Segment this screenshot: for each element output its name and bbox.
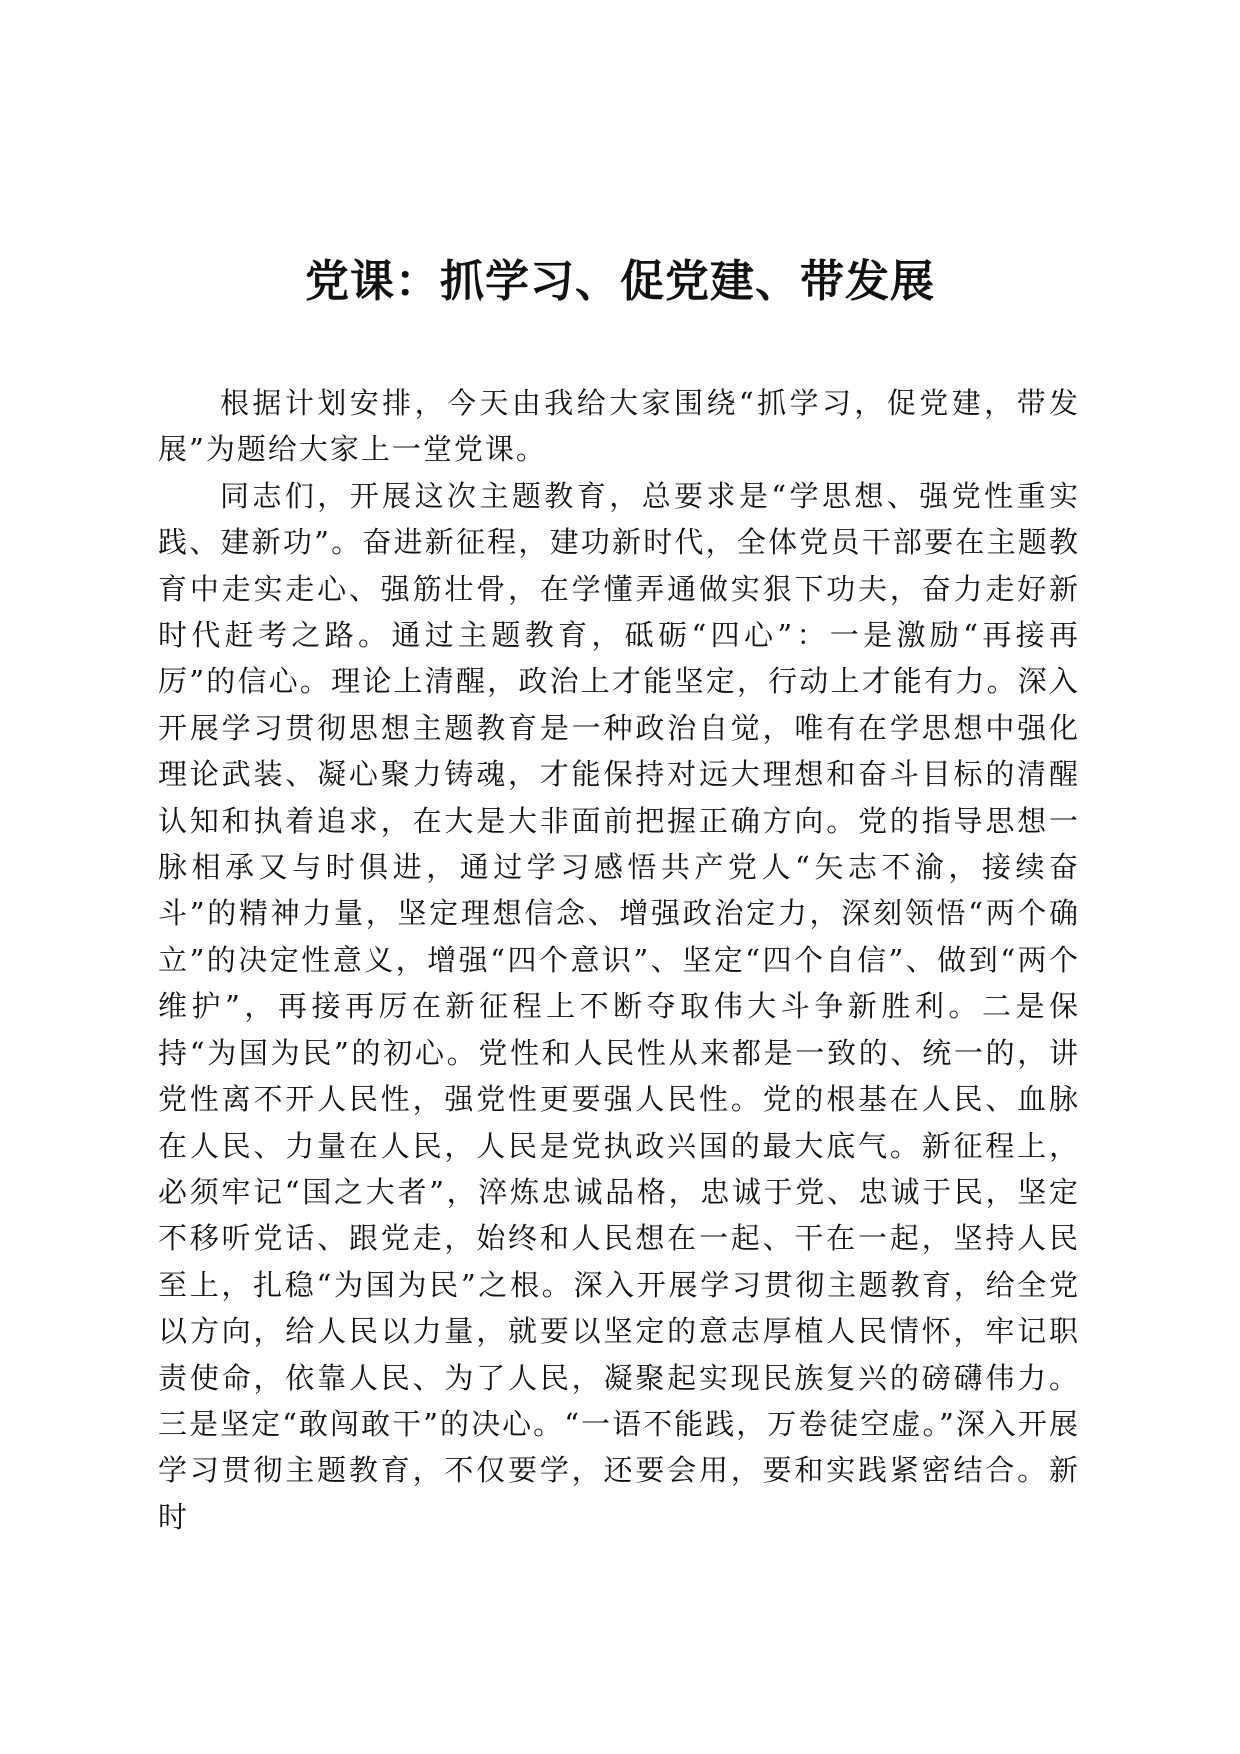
document-title: 党课：抓学习、促党建、带发展 xyxy=(305,256,935,307)
paragraph-intro: 根据计划安排，今天由我给大家围绕“抓学习，促党建，带发展”为题给大家上一堂党课。 xyxy=(158,386,1080,467)
document-body xyxy=(158,380,1080,1540)
paragraph-main: 同志们，开展这次主题教育，总要求是“学思想、强党性重实践、建新功”。奋进新征程，建功新时代，全体党员干部要在主题教育中走实走心、强筋壮骨，在学懂弄通做实狠下功夫，奋力走好新时代赶考之路。通过主题教育，砥砺“四心”：一是激励“再接再厉”的信心。理论上清醒，政治上才能坚定，行动上才能有力。深入开展学习贯彻思想主题教育是一种政治自觉，唯有在学思想中强化理论武装、凝心聚力铸魂，才能保持对远大理想和奋斗目标的清醒认知和执着追求，在大是大非面前把握正确方向。党的指导思想一脉相承又与时俱进，通过学习感悟共产党人“矢志不渝，接续奋斗”的精神力量，坚定理想信念、增强政治定力，深刻领悟“两个确立”的决定性意义，增强“四个意识”、坚定“四个自信”、做到“两个维护”，再接再厉在新征程上不断夺取伟大斗争新胜利。二是保持“为国为民”的初心。党性和人民性从来都是一致的、统一的，讲党性离不开人民性，强党性更要强人民性。党的根基在人民、血脉在人民、力量在人民，人民是党执政兴国的最大底气。新征程上，必须牢记“国之大者”，淬炼忠诚品格，忠诚于党、忠诚于民，坚定不移听党话、跟党走，始终和人民想在一起、干在一起，坚持人民至上，扎稳“为国为民”之根。深入开展学习贯彻主题教育，给全党以方向，给人民以力量，就要以坚定的意志厚植人民情怀，牢记职责使命，依靠人民、为了人民，凝聚起实现民族复兴的磅礴伟力。三是坚定“敢闯敢干”的决心。“一语不能践，万卷徒空虚。”深入开展学习贯彻主题教育，不仅要学，还要会用，要和实践紧密结合。新时 xyxy=(158,478,1080,1534)
